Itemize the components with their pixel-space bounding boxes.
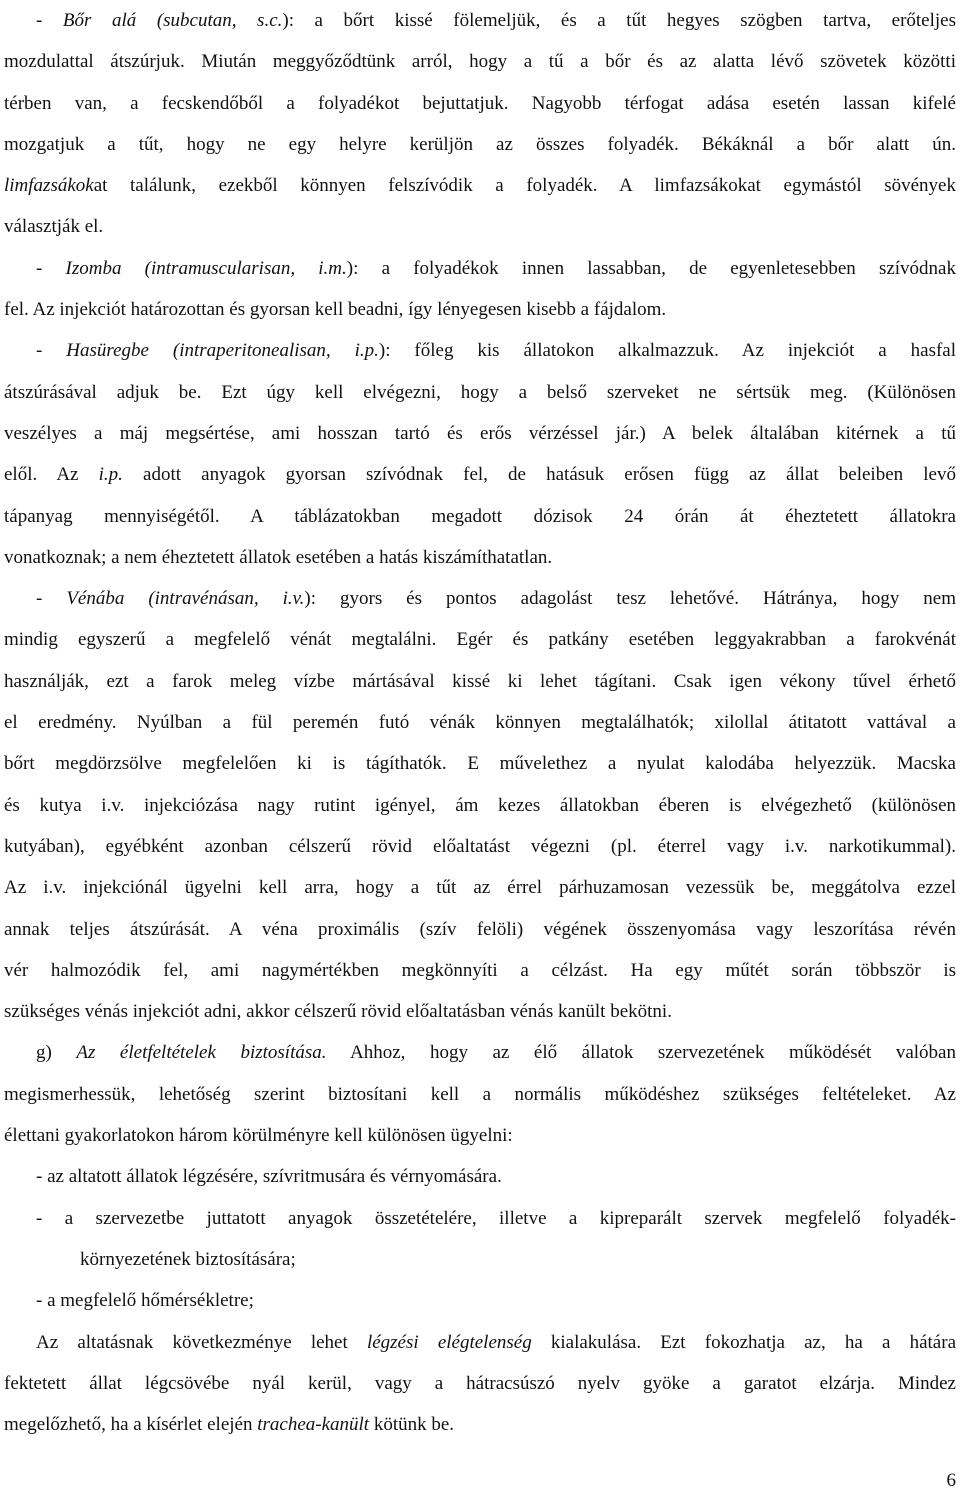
text-line <box>4 1115 956 1156</box>
text-segment: - az altatott állatok légzésére, szívritmusára és vérnyomására. <box>36 1166 502 1188</box>
text-line <box>4 661 956 702</box>
text-line <box>4 619 956 660</box>
text-segment: bőrt megdörzsölve megfelelően ki is tágíthatók. E művelethez a nyulat kalodába helyezzük. Macska <box>4 753 956 775</box>
text-segment: használják, ezt a farok meleg vízbe mártásával kissé ki lehet tágítani. Csak igen vékony tűvel érhető <box>4 670 956 692</box>
text-line <box>4 785 956 826</box>
text-segment: - <box>36 257 66 279</box>
italic-text: Izomba (intramuscularisan, i.m. <box>65 257 347 279</box>
text-line <box>4 702 956 743</box>
text-line <box>4 289 956 330</box>
text-line <box>4 537 956 578</box>
text-line <box>4 1198 956 1239</box>
text-line <box>4 1156 956 1197</box>
text-segment: megelőzhető, ha a kísérlet elején <box>4 1414 258 1436</box>
italic-text: Az életfeltételek biztosítása. <box>76 1042 327 1064</box>
text-segment: ): főleg kis állatokon alkalmazzuk. Az injekciót a hasfal <box>378 340 956 362</box>
text-line <box>4 41 956 82</box>
text-segment: vér halmozódik fel, ami nagymértékben megkönnyíti a célzást. Ha egy műtét során többször is <box>4 959 956 981</box>
text-line <box>4 454 956 495</box>
text-segment: elől. Az <box>4 464 99 486</box>
text-line <box>4 330 956 371</box>
text-segment: - <box>36 588 67 610</box>
text-segment: ): gyors és pontos adagolást tesz lehetővé. Hátránya, hogy nem <box>304 588 956 610</box>
text-segment: annak teljes átszúrását. A véna proximális (szív felöli) végének összenyomása vagy leszorítása révén <box>4 918 956 940</box>
text-segment: mozdulattal átszúrjuk. Miután meggyőződtünk arról, hogy a tű a bőr és az alatta lévő szövetek közötti <box>4 51 956 73</box>
text-line <box>4 1074 956 1115</box>
text-line <box>4 496 956 537</box>
text-line <box>4 206 956 247</box>
text-line <box>4 950 956 991</box>
document-page <box>4 0 956 1445</box>
text-segment: fektetett állat légcsövébe nyál kerül, vagy a hátracsúszó nyelv gyöke a garatot elzárja. Mindez <box>4 1372 956 1394</box>
text-line <box>4 83 956 124</box>
text-segment: Az altatásnak következménye lehet <box>36 1331 367 1353</box>
text-segment: szükséges vénás injekciót adni, akkor célszerű rövid előaltatásban vénás kanült bekötni. <box>4 1001 672 1023</box>
text-line <box>4 1239 956 1280</box>
text-line <box>4 1280 956 1321</box>
italic-text: limfazsákok <box>4 175 94 197</box>
italic-text: Vénába (intravénásan, i.v. <box>66 588 305 610</box>
text-line <box>4 165 956 206</box>
text-segment: Ahhoz, hogy az élő állatok szervezetének működését valóban <box>326 1042 956 1064</box>
document-body <box>4 0 956 1445</box>
text-line <box>4 1032 956 1073</box>
text-segment: - a megfelelő hőmérsékletre; <box>36 1290 254 1312</box>
text-line <box>4 0 956 41</box>
text-line <box>4 909 956 950</box>
text-segment: fel. Az injekciót határozottan és gyorsan kell beadni, így lényegesen kisebb a fájdalom. <box>4 299 667 321</box>
text-segment: tápanyag mennyiségétől. A táblázatokban megadott dózisok 24 órán át éheztetett állatokra <box>4 505 956 527</box>
italic-text: Hasüregbe (intraperitonealisan, i.p. <box>66 340 379 362</box>
text-segment: és kutya i.v. injekciózása nagy rutint igényel, ám kezes állatokban éberen is elvégezhető (különösen <box>4 794 956 816</box>
text-segment: at találunk, ezekből könnyen felszívódik a folyadék. A limfazsákokat egymástól sövények <box>93 175 956 197</box>
text-line <box>4 1322 956 1363</box>
text-segment: vonatkoznak; a nem éheztetett állatok esetében a hatás kiszámíthatatlan. <box>4 546 553 568</box>
text-segment: megismerhessük, lehetőség szerint biztosítani kell a normális működéshez szükséges feltételeket. Az <box>4 1083 956 1105</box>
text-line <box>4 743 956 784</box>
text-segment: mindig egyszerű a megfelelő vénát megtalálni. Egér és patkány esetében leggyakrabban a farokvénát <box>4 629 956 651</box>
italic-text: Bőr alá (subcutan, s.c. <box>62 10 283 31</box>
text-line <box>4 124 956 165</box>
text-segment: kutyában), egyébként azonban célszerű rövid előaltatást végezni (pl. éterrel vagy i.v. narkotikummal). <box>4 835 956 857</box>
text-segment: térben van, a fecskendőből a folyadékot bejuttatjuk. Nagyobb térfogat adása esetén lassan kifelé <box>4 92 956 114</box>
text-segment: - a szervezetbe juttatott anyagok összetételére, illetve a kipreparált szervek megfelelő folyadék- <box>36 1207 956 1229</box>
text-segment: Az i.v. injekciónál ügyelni kell arra, hogy a tűt az érrel párhuzamosan vezessük be, meggátolva ezzel <box>4 877 956 899</box>
text-segment: - <box>36 10 63 31</box>
text-line <box>4 826 956 867</box>
text-segment: környezetének biztosítására; <box>80 1248 296 1270</box>
text-line <box>4 248 956 289</box>
text-segment: ): a bőrt kissé fölemeljük, és a tűt hegyes szögben tartva, erőteljes <box>282 10 956 31</box>
italic-text: i.p. <box>98 464 123 486</box>
text-line <box>4 578 956 619</box>
text-segment: mozgatjuk a tűt, hogy ne egy helyre kerüljön az összes folyadék. Békáknál a bőr alatt ún. <box>4 133 956 155</box>
text-segment: ): a folyadékok innen lassabban, de egyenletesebben szívódnak <box>346 257 956 279</box>
text-line <box>4 991 956 1032</box>
text-segment: - <box>36 340 67 362</box>
italic-text: trachea-kanült <box>257 1414 370 1436</box>
text-segment: élettani gyakorlatokon három körülményre kell különösen ügyelni: <box>4 1125 513 1147</box>
text-segment: veszélyes a máj megsértése, ami hosszan tartó és erős vérzéssel jár.) A belek általában kitérnek a tű <box>4 422 956 444</box>
text-segment: g) <box>36 1042 77 1064</box>
page-number: 6 <box>946 1470 956 1491</box>
text-segment: kötünk be. <box>369 1414 455 1436</box>
text-line <box>4 867 956 908</box>
text-line <box>4 413 956 454</box>
italic-text: légzési elégtelenség <box>366 1331 532 1353</box>
text-segment: választják el. <box>4 216 104 238</box>
text-line <box>4 1404 956 1445</box>
text-segment: adott anyagok gyorsan szívódnak fel, de hatásuk erősen függ az állat beleiben levő <box>122 464 956 486</box>
text-line <box>4 1363 956 1404</box>
text-segment: átszúrásával adjuk be. Ezt úgy kell elvégezni, hogy a belső szerveket ne sértsük meg. (Különösen <box>4 381 956 403</box>
text-segment: kialakulása. Ezt fokozhatja az, ha a hátára <box>531 1331 956 1353</box>
text-segment: el eredmény. Nyúlban a fül peremén futó vénák könnyen megtalálhatók; xilollal átitatott vattával a <box>4 712 956 734</box>
text-line <box>4 372 956 413</box>
